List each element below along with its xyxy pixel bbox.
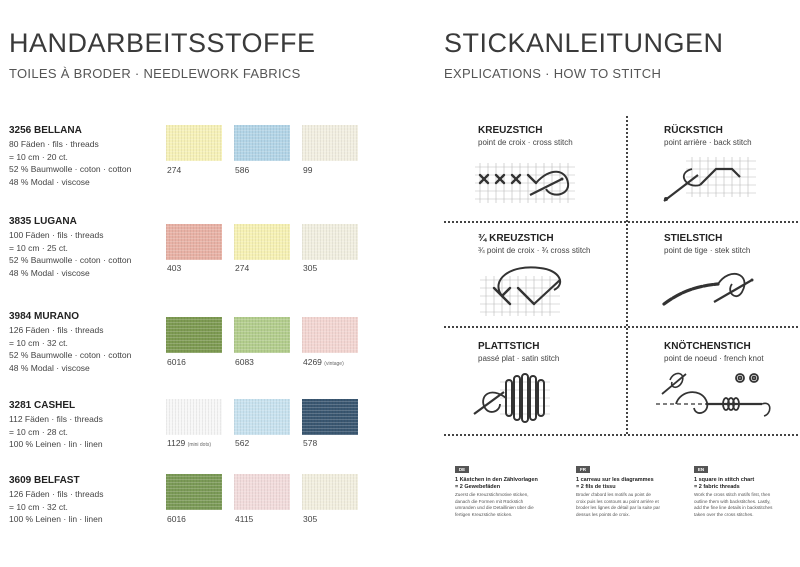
fabric-swatch [302,224,358,260]
stitch-title: KNÖTCHENSTICH [664,341,751,352]
swatch-code: 1129 (mini dots) [167,438,211,448]
language-badge: EN [694,466,708,473]
grid-divider-vertical [626,116,628,434]
fabric-spec: = 10 cm · 25 ct. [9,242,68,253]
fabric-spec: 48 % Modal · viscose [9,176,90,187]
fabric-name: 3281 CASHEL [9,400,76,411]
swatch-note: (vintage) [324,361,344,367]
swatch-code: 403 [167,263,182,273]
stitch-title: ¾ KREUZSTICH [478,233,554,244]
french-knot-icon [656,366,776,430]
stitch-title: RÜCKSTICH [664,125,723,136]
stitch-title: STIELSTICH [664,233,723,244]
swatch-code: 586 [235,165,250,175]
fabric-swatch [166,474,222,510]
fabric-entry-murano [9,311,159,374]
swatch-code: 6083 [235,357,254,367]
stitch-title: PLATTSTICH [478,341,540,352]
fabrics-subtitle: TOILES À BRODER · NEEDLEWORK FABRICS [9,66,301,81]
fabric-swatch [234,317,290,353]
language-badge: DE [455,466,469,473]
grid-divider-horizontal [444,221,798,223]
swatch-code: 4115 [235,514,254,524]
stitch-guide-subtitle: EXPLICATIONS · HOW TO STITCH [444,66,662,81]
fabric-swatch [166,224,222,260]
fabric-entry-cashel [9,400,159,451]
swatch-code: 4269 (vintage) [303,357,344,367]
fabric-spec: 52 % Baumwolle · coton · cotton [9,164,132,174]
swatch-code: 274 [167,165,182,175]
cross-stitch-icon [470,155,580,211]
fabric-swatch [166,399,222,435]
fabric-swatch [234,474,290,510]
note-heading: 1 square in stitch chart = 2 fabric threads [694,477,755,490]
fabric-spec: 48 % Modal · viscose [9,362,90,373]
fabric-swatch [166,125,222,161]
swatch-code: 6016 [167,357,186,367]
fabrics-title: HANDARBEITSSTOFFE [9,28,316,58]
stitch-subtitle: ¾ point de croix · ¾ cross stitch [478,246,591,255]
satin-stitch-icon [470,368,580,428]
swatch-note: (mini dots) [187,442,211,448]
fabric-entry-lugana [9,216,159,279]
fabric-entry-bellana [9,125,159,188]
stitch-subtitle: point de croix · cross stitch [478,138,573,147]
three-quarter-stitch-icon [470,260,580,322]
fabric-swatch [302,125,358,161]
back-stitch-icon [656,155,766,211]
stitch-subtitle: point de noeud · french knot [664,354,764,363]
language-badge: FR [576,466,590,473]
fabric-swatch [302,474,358,510]
note-heading: 1 Kästchen in den Zählvorlagen = 2 Gewebefäden [455,477,538,490]
swatch-code: 99 [303,165,313,175]
fabric-spec: 80 Fäden · fils · threads [9,139,99,149]
fabric-swatch [234,125,290,161]
stem-stitch-icon [656,262,766,322]
fabric-swatch [302,399,358,435]
swatch-code: 6016 [167,514,186,524]
swatch-code: 578 [303,438,318,448]
fabric-spec: 112 Fäden · fils · threads [9,414,103,424]
note-text: Broder d'abord les motifs au point de croix puis les contours au point arrière et broder les lignes de détail par la suite par dessus les points de croix. [576,492,661,517]
fabric-swatch [302,317,358,353]
stitch-subtitle: point de tige · stek stitch [664,246,751,255]
fabric-swatch [234,224,290,260]
fabric-entry-belfast [9,475,159,526]
swatch-code: 305 [303,514,318,524]
fabric-spec: 100 Fäden · fils · threads [9,230,104,240]
fabric-name: 3256 BELLANA [9,125,82,136]
fabric-spec: = 10 cm · 28 ct. [9,426,68,437]
fabric-swatch [234,399,290,435]
grid-divider-horizontal [444,434,798,436]
fabric-spec: = 10 cm · 32 ct. [9,337,68,348]
fabric-spec: = 10 cm · 32 ct. [9,501,68,512]
fabric-spec: 48 % Modal · viscose [9,267,90,278]
stitch-subtitle: passé plat · satin stitch [478,354,560,363]
fabric-name: 3835 LUGANA [9,216,77,227]
fabric-spec: = 10 cm · 20 ct. [9,151,68,162]
grid-divider-horizontal [444,326,798,328]
fabric-spec: 126 Fäden · fils · threads [9,489,104,499]
swatch-code: 274 [235,263,250,273]
fabric-spec: 52 % Baumwolle · coton · cotton [9,255,132,265]
note-heading: 1 carreau sur les diagrammes = 2 fils de tissu [576,477,654,490]
swatch-code: 305 [303,263,318,273]
fabric-spec: 126 Fäden · fils · threads [9,325,104,335]
fabric-name: 3609 BELFAST [9,475,80,486]
fabric-spec: 100 % Leinen · lin · linen [9,514,103,524]
stitch-subtitle: point arrière · back stitch [664,138,752,147]
fabric-spec: 52 % Baumwolle · coton · cotton [9,350,132,360]
stitch-guide-title: STICKANLEITUNGEN [444,28,724,58]
swatch-code: 562 [235,438,250,448]
fabric-name: 3984 MURANO [9,311,80,322]
stitch-title: KREUZSTICH [478,125,543,136]
note-text: Work the cross stitch motifs first, then outline them with backstitches. Lastly, add the fine line details in backstitches taken over the cross stitches. [694,492,773,517]
fabric-spec: 100 % Leinen · lin · linen [9,439,103,449]
fabric-swatch [166,317,222,353]
note-text: Zuerst die Kreuzstichmotive sticken, danach die Formen mit Rückstich umranden und die Detaillinien über die fertigen Kreuzstiche sticken. [455,492,534,517]
